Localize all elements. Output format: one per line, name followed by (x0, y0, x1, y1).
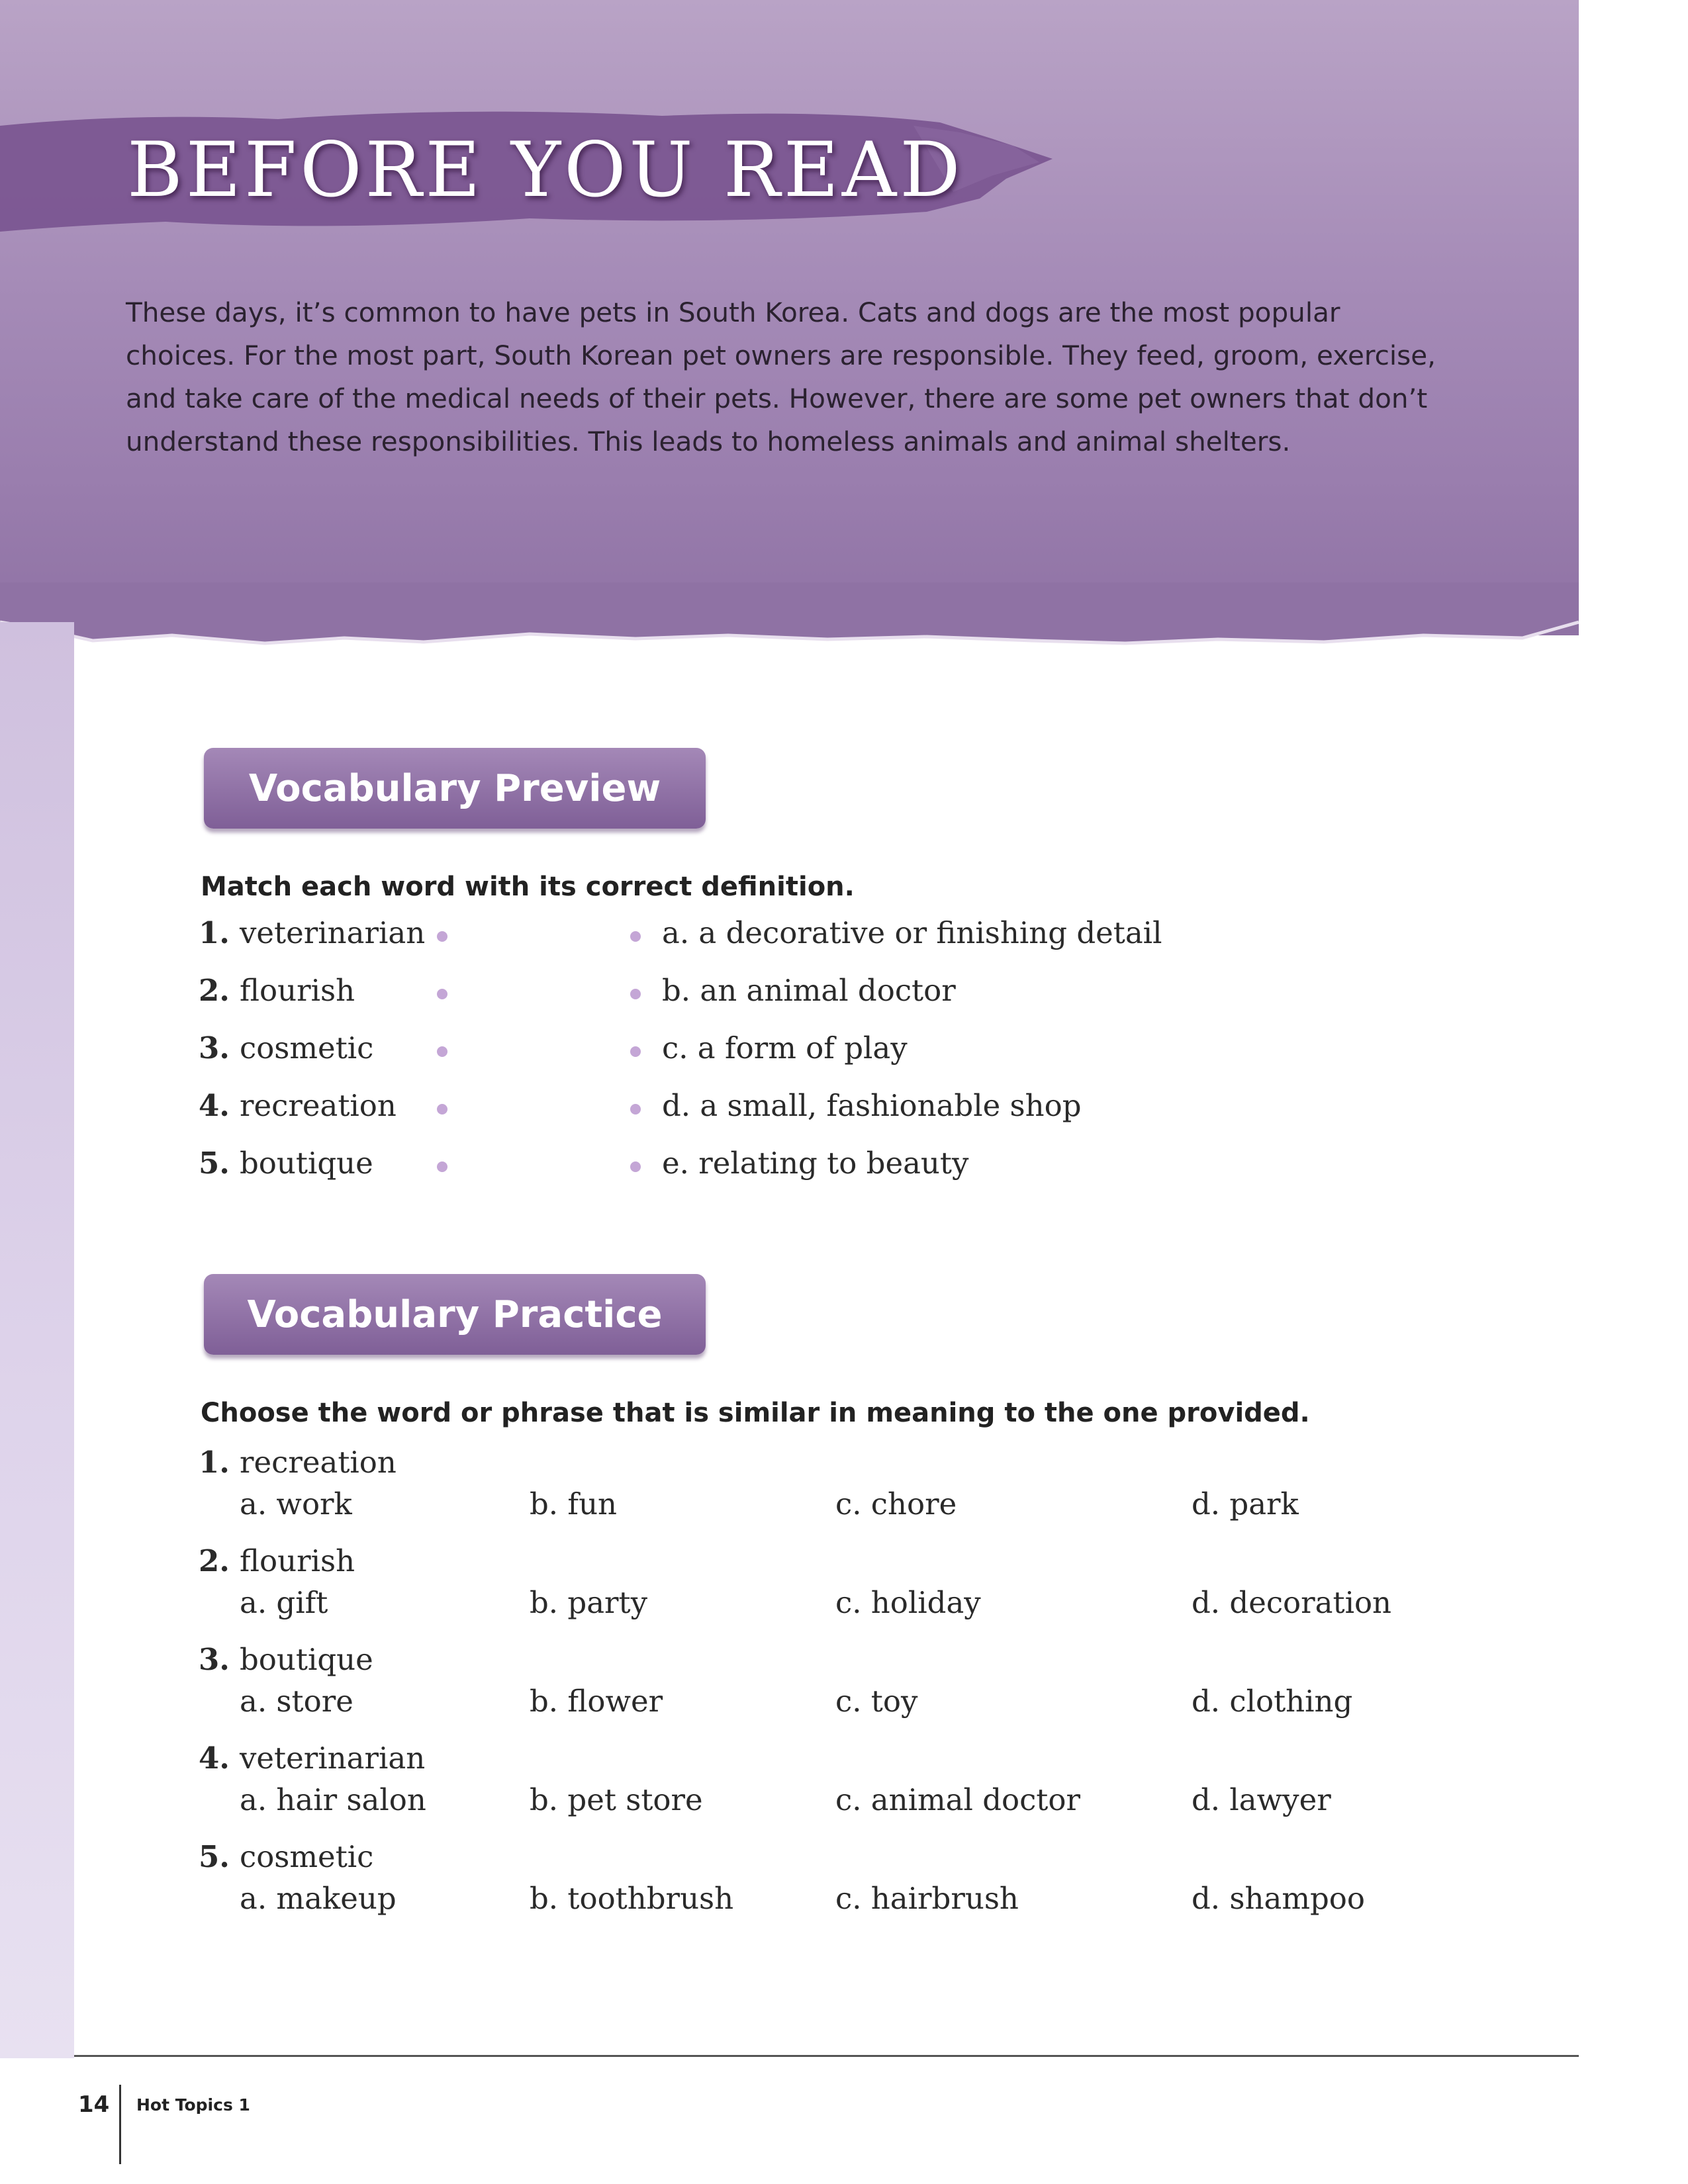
word-match-dot[interactable] (437, 1104, 447, 1115)
definition: b. an animal doctor (662, 973, 956, 1008)
vocab-word: boutique (240, 1146, 373, 1181)
question-word: recreation (240, 1445, 397, 1480)
definition-match-dot[interactable] (630, 989, 641, 999)
question-word: veterinarian (240, 1741, 426, 1776)
vocabulary-preview-heading: Vocabulary Preview (204, 748, 706, 829)
page-title: BEFORE YOU READ (127, 126, 964, 214)
option-c[interactable]: c. hairbrush (835, 1881, 1019, 1916)
definition: e. relating to beauty (662, 1146, 969, 1181)
practice-question (199, 1543, 1456, 1643)
option-d[interactable]: d. lawyer (1192, 1782, 1331, 1817)
option-b[interactable]: b. pet store (530, 1782, 703, 1817)
definition-match-dot[interactable] (630, 1161, 641, 1172)
item-number: 4. (199, 1741, 230, 1776)
option-a[interactable]: a. makeup (240, 1881, 397, 1916)
item-number: 2. (199, 973, 230, 1008)
option-a[interactable]: a. store (240, 1684, 353, 1719)
match-row (199, 1030, 1192, 1077)
option-d[interactable]: d. shampoo (1192, 1881, 1365, 1916)
option-c[interactable]: c. chore (835, 1486, 957, 1522)
word-match-dot[interactable] (437, 1046, 447, 1057)
question-word: cosmetic (240, 1839, 374, 1874)
item-number: 1. (199, 915, 230, 950)
left-margin-strip (0, 622, 74, 2058)
option-c[interactable]: c. toy (835, 1684, 918, 1719)
item-number: 2. (199, 1543, 230, 1578)
page-number: 14 (78, 2091, 110, 2118)
definition: a. a decorative or finishing detail (662, 915, 1162, 950)
footer-rule (74, 2055, 1579, 2057)
item-number: 3. (199, 1030, 230, 1066)
intro-paragraph: These days, it’s common to have pets in South Korea. Cats and dogs are the most popular choices. For the most part, South Korean pet owners are responsible. They feed, groom, exercise, and take care of the medical needs of their pets. However, there are some pet owners that don’t understand these responsibilities. This leads to homeless animals and animal shelters. (126, 296, 1436, 457)
option-b[interactable]: b. flower (530, 1684, 663, 1719)
header-band (0, 0, 1579, 635)
practice-instruction: Choose the word or phrase that is similar in meaning to the one provided. (201, 1398, 1310, 1428)
definition-match-dot[interactable] (630, 931, 641, 942)
book-title: Hot Topics 1 (136, 2095, 250, 2115)
match-row (199, 1088, 1192, 1134)
option-d[interactable]: d. park (1192, 1486, 1299, 1522)
practice-question (199, 1445, 1456, 1544)
torn-paper-edge (0, 582, 1579, 649)
option-d[interactable]: d. decoration (1192, 1585, 1392, 1620)
definition: d. a small, fashionable shop (662, 1088, 1082, 1123)
option-a[interactable]: a. hair salon (240, 1782, 426, 1817)
vocab-word: recreation (240, 1088, 397, 1123)
definition: c. a form of play (662, 1030, 908, 1066)
preview-instruction: Match each word with its correct definition. (201, 872, 855, 902)
option-c[interactable]: c. holiday (835, 1585, 981, 1620)
vocab-word: veterinarian (240, 915, 426, 950)
option-b[interactable]: b. toothbrush (530, 1881, 734, 1916)
vocab-word: cosmetic (240, 1030, 374, 1066)
item-number: 3. (199, 1642, 230, 1677)
vocabulary-practice-heading: Vocabulary Practice (204, 1274, 706, 1355)
option-a[interactable]: a. gift (240, 1585, 328, 1620)
definition-match-dot[interactable] (630, 1046, 641, 1057)
vocab-word: flourish (240, 973, 355, 1008)
footer-separator (119, 2085, 121, 2164)
option-c[interactable]: c. animal doctor (835, 1782, 1080, 1817)
option-b[interactable]: b. party (530, 1585, 648, 1620)
item-number: 5. (199, 1146, 230, 1181)
match-row (199, 1146, 1192, 1192)
option-a[interactable]: a. work (240, 1486, 352, 1522)
option-d[interactable]: d. clothing (1192, 1684, 1353, 1719)
item-number: 1. (199, 1445, 230, 1480)
question-word: flourish (240, 1543, 355, 1578)
word-match-dot[interactable] (437, 989, 447, 999)
match-row (199, 915, 1192, 962)
item-number: 4. (199, 1088, 230, 1123)
question-word: boutique (240, 1642, 373, 1677)
practice-question (199, 1741, 1456, 1840)
option-b[interactable]: b. fun (530, 1486, 618, 1522)
definition-match-dot[interactable] (630, 1104, 641, 1115)
item-number: 5. (199, 1839, 230, 1874)
practice-question (199, 1839, 1456, 1938)
practice-question (199, 1642, 1456, 1741)
word-match-dot[interactable] (437, 931, 447, 942)
match-row (199, 973, 1192, 1019)
word-match-dot[interactable] (437, 1161, 447, 1172)
